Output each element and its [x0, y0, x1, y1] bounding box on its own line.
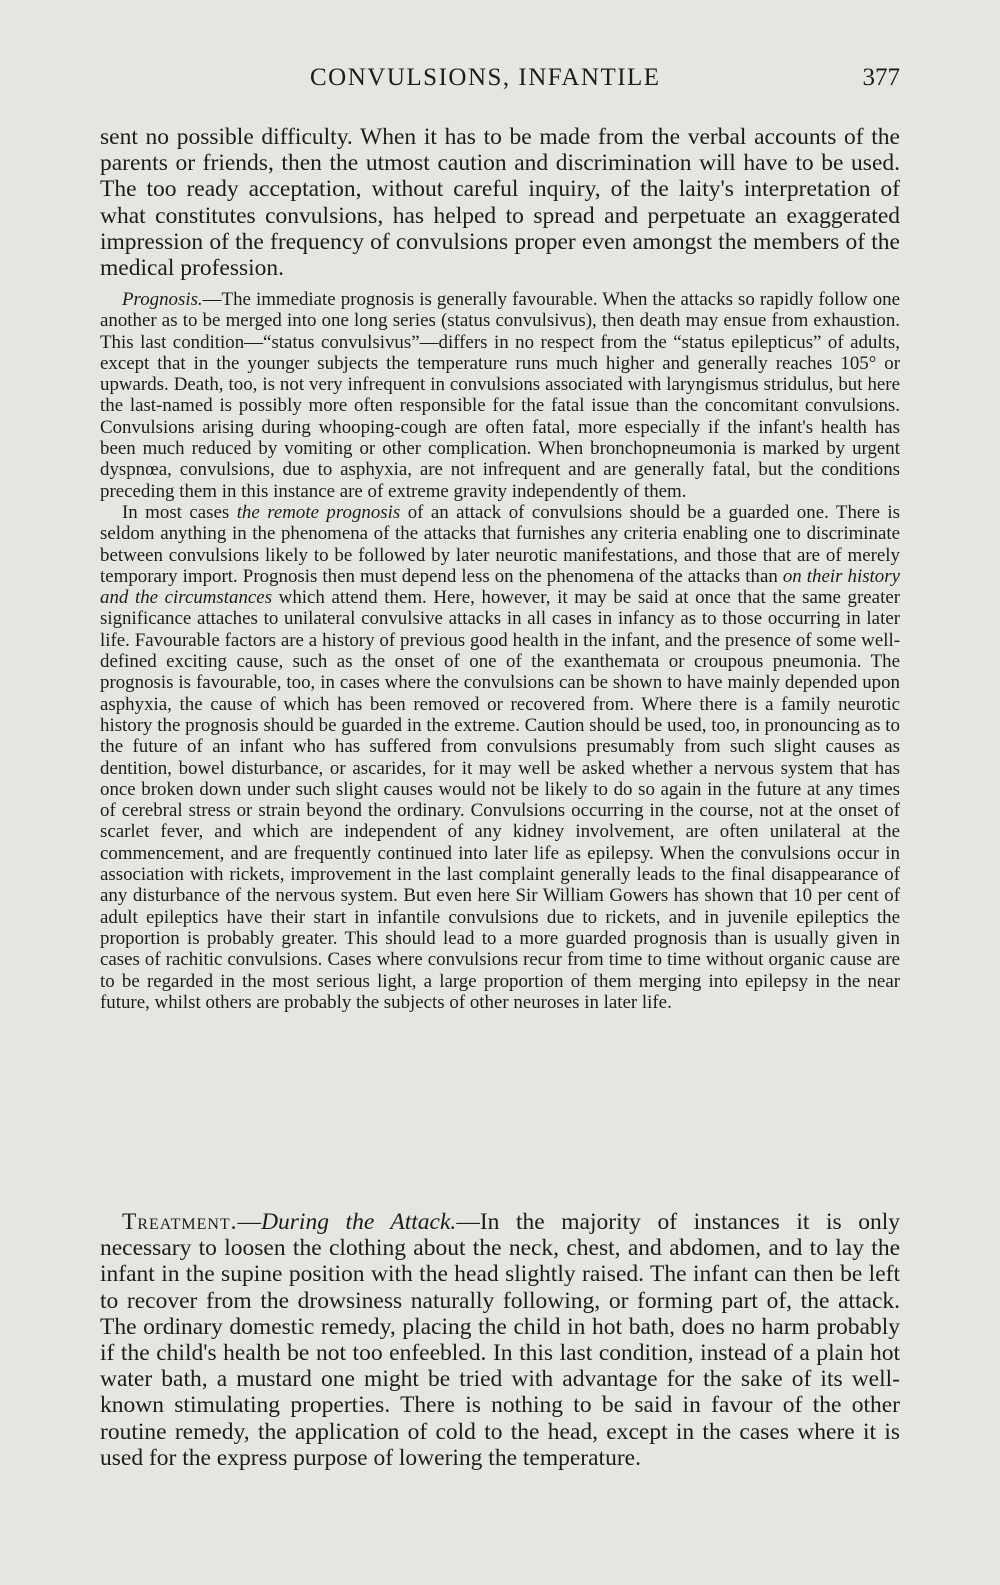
remote-text-2: of an attack of convulsions should be a guarded one. There is seldom anything in the phenomena of the attacks that furnishes any criteria enabling one to discriminate between convulsions likely to be followed by later neurotic manifestations, and those that are of merely temporary import. Prognosis then must depend less on the phenomena of the attacks than: [100, 501, 901, 587]
running-title: CONVULSIONS, INFANTILE: [310, 64, 661, 91]
intro-paragraph-block: [100, 124, 900, 281]
intro-paragraph: sent no possible difficulty. When it has to be made from the verbal accounts of the parents or friends, then the utmost caution and discrimination will have to be used. The too ready acceptation, without careful inquiry, of the laity's interpretation of what constitutes convulsions, has helped to spread and perpetuate an exaggerated impression of the frequency of convulsions proper even amongst the members of the medical profession.: [100, 124, 900, 282]
prognosis-heading: Prognosis.: [122, 289, 203, 310]
treatment-heading: Treatment.: [122, 1209, 238, 1235]
remote-emphasis-1: the remote prognosis: [236, 501, 401, 523]
treatment-subheading: During the Attack.: [261, 1209, 457, 1235]
remote-text-3: which attend them. Here, however, it may be said at once that the same greater significance attaches to unilateral convulsive attacks in all cases in infancy as to those occurring in later life. Favourable factors are a history of previous good health in the infant, and the presence of some well-defined exciting cause, such as the onset of one of the exanthemata or croupous pneumonia. The prognosis is favourable, too, in cases where the convulsions can be shown to have mainly depended upon asphyxia, the cause of which has been removed or recovered from. Where there is a family neurotic history the prognosis should be guarded in the extreme. Caution should be used, too, in pronouncing as to the future of an infant who has suffered from convulsions presumably from such slight causes as dentition, bowel disturbance, or ascarides, for it may well be asked whether a nervous system that has once broken down under such slight causes would not be likely to do so again in the future at any times of cerebral stress or strain beyond the ordinary. Convulsions occurring in the course, not at the onset of scarlet fever, and which are independent of any kidney involvement, are often unilateral at the commencement, and are frequently continued into later life as epilepsy. When the convulsions occur in association with rickets, improvement in the last complaint generally leads to the final disappearance of any disturbance of the nervous system. But even here Sir William Gowers has shown that 10 per cent of adult epileptics have their start in infantile convulsions due to rickets, and in juvenile epileptics the proportion is probably greater. This should lead to a more guarded prognosis than is usually given in cases of rachitic convulsions. Cases where convulsions recur from time to time without organic cause are to be regarded in the most serious light, a large proportion of them merging into epilepsy in the near future, whilst others are probably the subjects of other neuroses in later life.: [100, 587, 900, 1013]
remote-text-1: In most cases: [122, 501, 237, 523]
remote-prognosis-paragraph: [100, 502, 900, 1013]
page-number: 377: [862, 64, 900, 91]
treatment-paragraph: Treatment.—During the Attack.—In the majority of instances it is only necessary to loosen the clothing about the neck, chest, and abdomen, and to lay the infant in the supine position with the head slightly raised. The infant can then be left to recover from the drowsiness naturally following, or forming part of, the attack. The ordinary domestic remedy, placing the child in hot bath, does no harm probably if the child's health be not too enfeebled. In this last condition, instead of a plain hot water bath, a mustard one might be tried with advantage for the sake of its well-known stimulating properties. There is nothing to be said in favour of the other routine remedy, the application of cold to the head, except in the cases where it is used for the express purpose of lowering the temperature.: [100, 1209, 900, 1471]
prognosis-section: [100, 289, 900, 1013]
treatment-text: —In the majority of instances it is only necessary to loosen the clothing about the neck, chest, and abdomen, and to lay the infant in the supine position with the head slightly raised. The infant can then be left to recover from the drowsiness naturally following, or forming part of, the attack. The ordinary domestic remedy, placing the child in hot bath, does no harm probably if the child's health be not too enfeebled. In this last condition, instead of a plain hot water bath, a mustard one might be tried with advantage for the sake of its well-known stimulating properties. There is nothing to be said in favour of the other routine remedy, the application of cold to the head, except in the cases where it is used for the express purpose of lowering the temperature.: [100, 1209, 900, 1471]
prognosis-paragraph: [100, 289, 900, 502]
remote-emphasis-2: on their history and the circumstances: [100, 565, 900, 609]
page-header: [100, 64, 900, 104]
prognosis-text: —The immediate prognosis is generally favourable. When the attacks so rapidly follow one another as to be merged into one long series (status convulsivus), then death may ensue from exhaustion. This last condition—“status convulsivus”—differs in no respect from the “status epilepticus” of adults, except that in the younger subjects the temperature runs much higher and generally reaches 105° or upwards. Death, too, is not very infrequent in convulsions associated with laryngismus stridulus, but here the last-named is possibly more often responsible for the fatal issue than the concomitant convulsions. Convulsions arising during whooping-cough are often fatal, more especially if the infant's health has been much reduced by vomiting or other complication. When bronchopneumonia is marked by urgent dyspnœa, convulsions, due to asphyxia, are not infrequent and are generally fatal, but the conditions preceding them in this instance are of extreme gravity independently of them.: [100, 289, 900, 502]
treatment-section: [100, 1209, 900, 1471]
